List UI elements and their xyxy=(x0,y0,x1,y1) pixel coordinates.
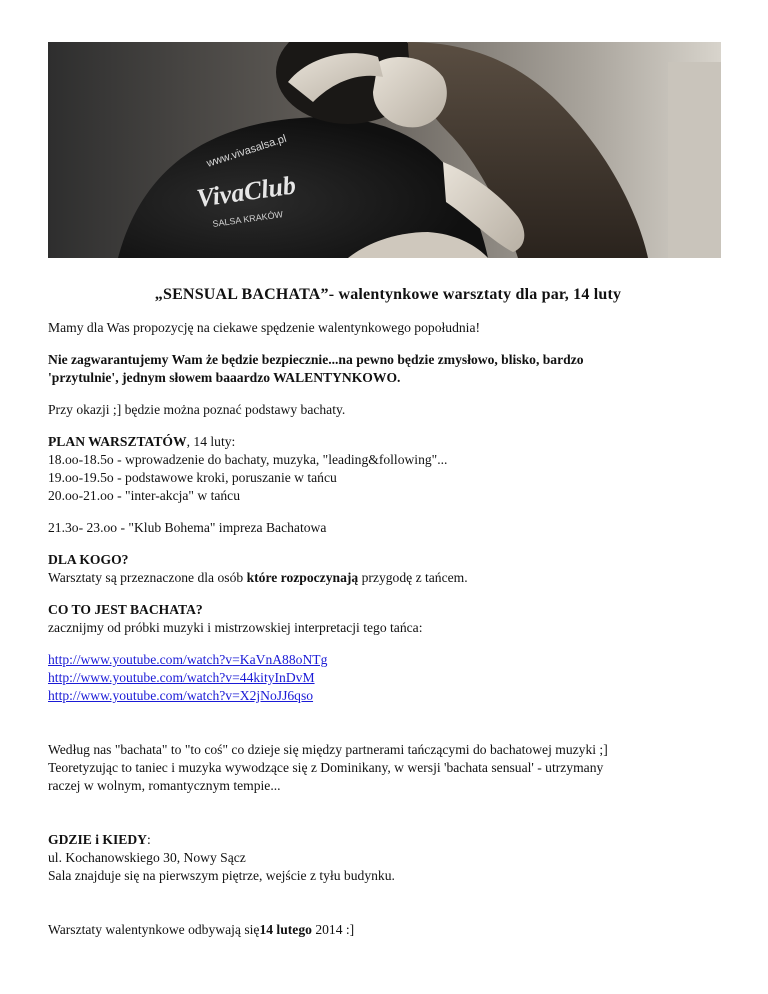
page-title: „SENSUAL BACHATA”- walentynkowe warsztaty dla par, 14 luty xyxy=(154,286,622,303)
party-paragraph: 21.3o- 23.oo - "Klub Bohema" impreza Bachatowa xyxy=(48,520,327,535)
youtube-link-1[interactable]: http://www.youtube.com/watch?v=KaVnA88oNTg xyxy=(48,652,328,667)
header-photo xyxy=(48,42,721,258)
plan-section xyxy=(48,433,728,505)
description-line-3: raczej w wolnym, romantycznym tempie... xyxy=(48,778,281,793)
document-body xyxy=(48,285,728,953)
plan-item: 19.oo-19.5o - podstawowe kroki, poruszanie w tańcu xyxy=(48,470,337,485)
where-heading-suffix: : xyxy=(146,832,151,847)
where-heading-line xyxy=(48,831,728,849)
audience-heading: DLA KOGO? xyxy=(48,552,129,567)
where-section xyxy=(48,831,728,885)
audience-text-bold: które rozpoczynają xyxy=(246,570,359,585)
plan-item: 20.oo-21.oo - "inter-akcja" w tańcu xyxy=(48,488,241,503)
description-line-2: Teoretyzując to taniec i muzyka wywodzące się z Dominikany, w wersji 'bachata sensual' - utrzymany xyxy=(48,760,604,775)
links-list xyxy=(48,651,728,705)
shirt-url-text: www.vivasalsa.pl xyxy=(205,132,288,170)
what-text: zacznijmy od próbki muzyki i mistrzowskiej interpretacji tego tańca: xyxy=(48,620,423,635)
promise-paragraph xyxy=(48,351,728,387)
shirt-brand-text: VivaClub xyxy=(194,170,298,213)
audience-text-before: Warsztaty są przeznaczone dla osób xyxy=(48,570,247,585)
description-paragraph xyxy=(48,741,728,795)
promise-line-2: 'przytulnie', jednym słowem baaardzo WALENTYNKOWO. xyxy=(48,370,401,385)
plan-heading-line xyxy=(48,433,728,451)
closing-text-after: 2014 :] xyxy=(311,922,355,937)
couple-dancing-image xyxy=(48,42,721,258)
youtube-link-3[interactable]: http://www.youtube.com/watch?v=X2jNoJJ6qso xyxy=(48,688,314,703)
youtube-link-2[interactable]: http://www.youtube.com/watch?v=44kityInDvM xyxy=(48,670,315,685)
plan-item: 18.oo-18.5o - wprowadzenie do bachaty, muzyka, "leading&following"... xyxy=(48,452,448,467)
closing-text-before: Warsztaty walentynkowe odbywają się xyxy=(48,922,260,937)
audience-text-after: przygodę z tańcem. xyxy=(358,570,468,585)
intro-paragraph: Mamy dla Was propozycję na ciekawe spędzenie walentynkowego popołudnia! xyxy=(48,320,480,335)
closing-date: 14 lutego xyxy=(259,922,312,937)
spacer xyxy=(48,719,728,741)
where-room: Sala znajduje się na pierwszym piętrze, wejście z tyłu budynku. xyxy=(48,868,395,883)
spacer xyxy=(48,809,728,831)
what-section xyxy=(48,601,728,637)
occasion-paragraph: Przy okazji ;] będzie można poznać podstawy bachaty. xyxy=(48,402,346,417)
promise-line-1: Nie zagwarantujemy Wam że będzie bezpiecznie...na pewno będzie zmysłowo, blisko, bardzo xyxy=(48,352,584,367)
audience-text xyxy=(48,569,728,587)
where-heading: GDZIE i KIEDY xyxy=(48,832,147,847)
spacer xyxy=(48,899,728,921)
what-heading: CO TO JEST BACHATA? xyxy=(48,602,203,617)
where-address: ul. Kochanowskiego 30, Nowy Sącz xyxy=(48,850,246,865)
audience-section xyxy=(48,551,728,587)
description-line-1: Według nas "bachata" to "to coś" co dzieje się między partnerami tańczącymi do bachatowej muzyki ;] xyxy=(48,742,608,757)
shirt-sub-text: SALSA KRAKÓW xyxy=(211,209,284,229)
plan-heading: PLAN WARSZTATÓW xyxy=(48,434,187,449)
closing-paragraph xyxy=(48,921,728,939)
plan-heading-suffix: , 14 luty: xyxy=(186,434,236,449)
